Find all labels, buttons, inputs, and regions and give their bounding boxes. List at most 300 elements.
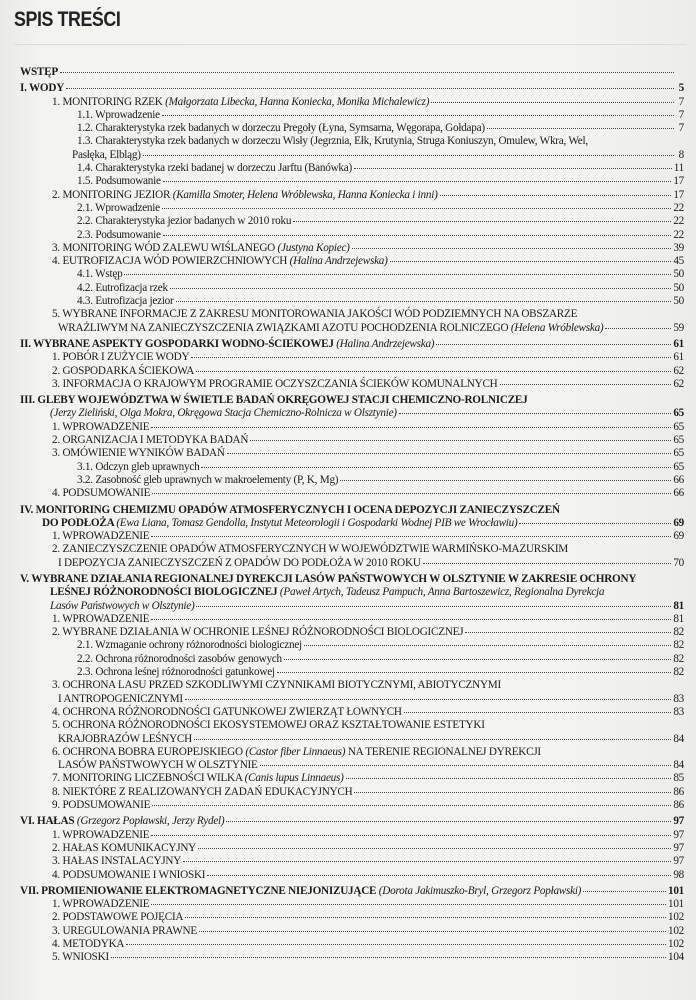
page-number: 11 [673, 162, 684, 175]
toc-entry-text [42, 517, 517, 530]
dot-leader [163, 181, 672, 182]
toc-entry-text [77, 229, 161, 242]
toc-heading: Pasłęka, Elbląg) [72, 148, 141, 161]
page-number: 81 [673, 612, 684, 625]
toc-entry [20, 639, 684, 652]
toc-entry-line [20, 530, 684, 543]
toc-entry [20, 351, 684, 364]
page-number: 82 [673, 639, 684, 652]
toc-entry [20, 530, 684, 543]
toc-author: (Canis lupus Linnaeus) [244, 772, 344, 785]
dot-leader [151, 619, 671, 620]
toc-entry [20, 242, 684, 255]
page-number: 65 [673, 460, 684, 473]
page-number: 81 [673, 599, 684, 612]
toc-entry-line [20, 543, 684, 556]
toc-heading: 4. PODSUMOWANIE [52, 487, 151, 500]
toc-entry-text [52, 365, 194, 378]
toc-entry-continuation [20, 322, 684, 335]
toc-heading: 1. POBÓR I ZUŻYCIE WODY [52, 351, 190, 364]
toc-entry-continuation [20, 759, 684, 772]
toc-author: (Castor fiber Linnaeus) [245, 745, 346, 758]
toc-author: (Helena Wróblewska) [510, 321, 604, 334]
toc-heading: 3.2. Zasobność gleb uprawnych w makroelementy (P, K, Mg) [77, 473, 339, 486]
toc-entry [20, 815, 684, 828]
page-number: 61 [673, 351, 684, 364]
toc-entry [20, 295, 684, 308]
toc-entry-line [20, 268, 684, 281]
page-number: 85 [673, 772, 684, 785]
toc-entry-text [20, 815, 224, 828]
toc-heading: 2. GOSPODARKA ŚCIEKOWA [52, 364, 195, 377]
toc-entry-text [52, 799, 150, 812]
page-number: 8 [678, 148, 684, 161]
toc-heading: 2. ORGANIZACJA I METODYKA BADAŃ [52, 434, 249, 447]
page-number: 7 [678, 108, 684, 121]
toc-author: (Grzegorz Popławski, Jerzy Rydel) [76, 815, 225, 828]
toc-entry-line [20, 202, 684, 215]
page-number: 69 [673, 530, 684, 543]
toc-entry [20, 215, 684, 228]
page-number: 62 [673, 364, 684, 377]
toc-entry-line [20, 772, 684, 785]
toc-heading: 1. WPROWADZENIE [52, 898, 150, 911]
toc-entry [20, 543, 684, 570]
toc-entry [20, 189, 684, 202]
page-number: 65 [673, 407, 684, 420]
dot-leader [152, 805, 671, 806]
dot-leader [399, 413, 672, 414]
toc-entry [20, 474, 684, 487]
toc-entry-text [52, 719, 485, 732]
toc-entry-text [77, 162, 352, 175]
toc-heading: 3. HAŁAS INSTALACYJNY [52, 855, 182, 868]
toc-entry-line [20, 666, 684, 679]
toc-entry [20, 679, 684, 706]
dot-leader [293, 221, 671, 222]
toc-entry-line [20, 162, 684, 175]
toc-author: (Paweł Artych, Tadeusz Pampuch, Anna Bartoszewicz, Regionalna Dyrekcja [279, 586, 605, 599]
toc-entry [20, 66, 684, 79]
page-number: 39 [673, 241, 684, 254]
toc-heading: 2. WYBRANE DZIAŁANIA W OCHRONIE LEŚNEJ RÓŻNORODNOŚCI BIOLOGICZNEJ [52, 626, 464, 639]
toc-entry [20, 925, 684, 938]
toc-heading: 1.5. Podsumowanie [77, 175, 161, 188]
toc-entry-continuation [20, 693, 684, 706]
toc-entry-line [20, 706, 684, 719]
toc-entry-line [20, 613, 684, 626]
toc-heading: III. GLEBY WOJEWÓDZTWA W ŚWIETLE BADAŃ OKRĘGOWEJ STACJI CHEMICZNO-ROLNICZEJ [20, 394, 528, 407]
toc-entry-line [20, 447, 684, 460]
dot-leader [196, 606, 671, 607]
dot-leader [465, 632, 671, 633]
toc-author: (Małgorzata Libecka, Hanna Koniecka, Monika Michalewicz) [165, 95, 430, 108]
toc-entry-text [20, 885, 581, 898]
toc-heading: 3.1. Odczyn gleb uprawnych [77, 460, 200, 473]
toc-entry-line [20, 66, 684, 79]
toc-author: (Jerzy Zieliński, Olga Mokra, Okręgowa Stacja Chemiczno-Rolnicza w Olsztynie) [50, 407, 397, 420]
toc-entry-text [52, 351, 189, 364]
dot-leader [151, 904, 666, 905]
toc-entry-text [20, 573, 636, 586]
toc-entry-text [50, 600, 194, 613]
toc-entry [20, 229, 684, 242]
toc-entry [20, 938, 684, 951]
page-number: 22 [673, 201, 684, 214]
toc-entry-text [52, 842, 196, 855]
toc-entry [20, 786, 684, 799]
toc-entry-continuation [20, 149, 684, 162]
toc-heading: 2.1. Wzmaganie ochrony różnorodności biologicznej [77, 639, 302, 652]
page-number: 84 [673, 732, 684, 745]
toc-entry-line [20, 122, 684, 135]
dot-leader [500, 384, 672, 385]
page-number: 86 [673, 799, 684, 812]
toc-entry-text [52, 543, 568, 556]
toc-entry [20, 268, 684, 281]
toc-entry-text [58, 759, 258, 772]
toc-heading: V. WYBRANE DZIAŁANIA REGIONALNEJ DYREKCJI LASÓW PAŃSTWOWYCH W OLSZTYNIE W ZAKRESIE OCHRONY [20, 572, 637, 585]
toc-entry-text [52, 189, 438, 202]
toc-entry-text [50, 407, 397, 420]
page-number: 65 [673, 420, 684, 433]
toc-heading: 2.3. Ochrona leśnej różnorodności gatunkowej [77, 666, 275, 679]
dot-leader [162, 208, 671, 209]
toc-entry-text [77, 122, 485, 135]
toc-heading: 9. PODSUMOWANIE [52, 799, 151, 812]
toc-entry-text [52, 786, 352, 799]
toc-entry-text [58, 733, 192, 746]
dot-leader [191, 357, 671, 358]
toc-heading: 3. UREGULOWANIA PRAWNE [52, 924, 197, 937]
toc-entry-text [77, 282, 168, 295]
toc-heading: 1. WPROWADZENIE [52, 612, 150, 625]
toc-entry-line [20, 474, 684, 487]
toc-heading: VII. PROMIENIOWANIE ELEKTROMAGNETYCZNE NIEJONIZUJĄCE [20, 884, 379, 897]
dot-leader [519, 523, 671, 524]
page-number: 98 [673, 868, 684, 881]
toc-entry [20, 911, 684, 924]
toc-entry-text [52, 746, 541, 759]
toc-entry-text [77, 461, 199, 474]
toc-entry-text [52, 925, 197, 938]
toc-heading: 3. INFORMACJA O KRAJOWYM PROGRAMIE OCZYSZCZANIA ŚCIEKÓW KOMUNALNYCH [52, 377, 498, 390]
toc-entry-line [20, 96, 684, 109]
toc-entry-line [20, 799, 684, 812]
dot-leader [151, 427, 671, 428]
toc-entry-line [20, 898, 684, 911]
toc-entry [20, 898, 684, 911]
toc-heading: 5. WNIOSKI [52, 951, 109, 964]
toc-entry-text [52, 378, 498, 391]
toc-entry [20, 842, 684, 855]
dot-leader [183, 861, 671, 862]
toc-entry-text [52, 255, 388, 268]
toc-entry-line [20, 135, 684, 148]
toc-entry [20, 162, 684, 175]
toc-heading: 2.3. Podsumowanie [77, 228, 161, 241]
toc-entry-text [52, 96, 429, 109]
toc-heading: 1. WPROWADZENIE [52, 828, 150, 841]
toc-entry-line [20, 786, 684, 799]
page-number: 59 [673, 321, 684, 334]
toc-heading: 1.2. Charakterystyka rzek badanych w dorzeczu Pregoły (Łyna, Symsarna, Węgorapa, Gołdapa) [77, 122, 485, 135]
page-number: 50 [673, 268, 684, 281]
toc-entry [20, 135, 684, 162]
toc-entry [20, 951, 684, 964]
page-number: 101 [667, 884, 684, 897]
toc-entry-line [20, 215, 684, 228]
toc-entry-text [77, 268, 122, 281]
page-number: 17 [673, 175, 684, 188]
dot-leader [431, 102, 674, 103]
page-number: 66 [673, 473, 684, 486]
page-number: 82 [673, 666, 684, 679]
dot-leader [151, 835, 671, 836]
dot-leader [207, 875, 671, 876]
toc-entry [20, 255, 684, 268]
dot-leader [126, 944, 666, 945]
toc-entry [20, 109, 684, 122]
toc-entry-text [58, 557, 421, 570]
toc-heading: I. WODY [20, 82, 65, 95]
toc-entry [20, 885, 684, 898]
toc-heading: 2.2. Charakterystyka jezior badanych w 2010 roku [77, 215, 292, 228]
page-number: 22 [673, 215, 684, 228]
toc-heading: 4. PODSUMOWANIE I WNIOSKI [52, 868, 206, 881]
toc-entry-text [77, 175, 161, 188]
toc-entry-text [52, 679, 501, 692]
toc-entry-text [77, 109, 160, 122]
toc-entry [20, 666, 684, 679]
toc-entry-line [20, 719, 684, 732]
toc-entry-text [77, 666, 275, 679]
page-number: 97 [673, 828, 684, 841]
toc-entry-line [20, 295, 684, 308]
toc-heading: IV. MONITORING CHEMIZMU OPADÓW ATMOSFERYCZNYCH I OCENA DEPOZYCJI ZANIECZYSZCZEŃ [20, 503, 560, 516]
toc-entry-text [52, 447, 225, 460]
toc-heading: NA TERENIE REGIONALNEJ DYREKCJI [345, 745, 541, 758]
dot-leader [226, 821, 671, 822]
toc-entry-text [77, 215, 291, 228]
toc-entry-line [20, 911, 684, 924]
toc-entry-text [52, 308, 577, 321]
toc-entry [20, 461, 684, 474]
page-number: 97 [673, 841, 684, 854]
page-number: 102 [667, 911, 684, 924]
toc-heading: 3. OCHRONA LASU PRZED SZKODLIWYMI CZYNNIKAMI BIOTYCZNYMI, ABIOTYCZNYMI [52, 679, 501, 692]
toc-entry-text [52, 772, 344, 785]
dot-leader [354, 168, 672, 169]
toc-heading: VI. HAŁAS [20, 815, 77, 828]
toc-heading: 5. WYBRANE INFORMACJE Z ZAKRESU MONITOROWANIA JAKOŚCI WÓD PODZIEMNYCH NA OBSZARZE [52, 308, 578, 321]
toc-entry-line [20, 573, 684, 586]
page-number: 97 [673, 855, 684, 868]
page-number: 62 [673, 377, 684, 390]
toc-heading: 1. WPROWADZENIE [52, 420, 150, 433]
page-number: 70 [673, 556, 684, 569]
toc-entry-line [20, 434, 684, 447]
toc-entry-line [20, 308, 684, 321]
toc-heading: 2.2. Ochrona różnorodności zasobów genowych [77, 652, 282, 665]
toc-entry-line [20, 229, 684, 242]
page-number: 82 [673, 626, 684, 639]
page-number: 104 [667, 951, 684, 964]
toc-entry [20, 799, 684, 812]
dot-leader [194, 739, 671, 740]
toc-entry [20, 626, 684, 639]
dot-leader [151, 536, 671, 537]
divider [14, 44, 686, 45]
toc-entry [20, 338, 684, 351]
page-number: 22 [673, 228, 684, 241]
toc-heading: WSTĘP [20, 66, 58, 78]
page-number: 83 [673, 692, 684, 705]
toc-heading: II. WYBRANE ASPEKTY GOSPODARKI WODNO-ŚCIEKOWEJ [20, 337, 337, 350]
toc-entry [20, 378, 684, 391]
dot-leader [423, 563, 672, 564]
dot-leader [198, 848, 671, 849]
toc-heading: KRAJOBRAZÓW LEŚNYCH [58, 732, 192, 745]
toc-entry [20, 746, 684, 773]
dot-leader [143, 155, 674, 156]
toc-entry-line [20, 487, 684, 500]
dot-leader [201, 467, 671, 468]
toc-heading: 1.1. Wprowadzenie [77, 108, 160, 121]
toc-entry [20, 573, 684, 613]
dot-leader [199, 931, 666, 932]
toc-heading: WRAŻLIWYM NA ZANIECZYSZCZENIA ZWIĄZKAMI AZOTU POCHODZENIA ROLNICZEGO [58, 321, 511, 334]
toc-entry [20, 434, 684, 447]
page-title: SPIS TREŚCI [14, 8, 121, 31]
toc-author: (Dorota Jakimuszko-Bryl, Grzegorz Popławski) [378, 884, 582, 897]
dot-leader [436, 344, 671, 345]
toc-entry-text [77, 653, 282, 666]
toc-heading: I DEPOZYCJA ZANIECZYSZCZEŃ Z OPADÓW DO PODŁOŻA W 2010 ROKU [58, 556, 421, 569]
toc-entry [20, 653, 684, 666]
dot-leader [185, 699, 671, 700]
toc-entry [20, 96, 684, 109]
toc-entry-text [20, 66, 58, 79]
page-number: 101 [667, 898, 684, 911]
toc-heading: 4. METODYKA [52, 938, 125, 950]
toc-entry-line [20, 255, 684, 268]
toc-entry [20, 308, 684, 335]
page-number: 97 [673, 815, 684, 828]
toc-heading: LASÓW PAŃSTWOWYCH W OLSZTYNIE [58, 759, 258, 772]
toc-entry-text [52, 487, 150, 500]
toc-entry-text [77, 202, 160, 215]
toc-entry-line [20, 242, 684, 255]
page-number: 50 [673, 281, 684, 294]
toc-heading: 1. MONITORING RZEK [52, 95, 166, 108]
dot-leader [277, 672, 672, 673]
toc-author: (Halina Andrzejewska) [336, 337, 435, 350]
toc-entry-line [20, 925, 684, 938]
page-number: 50 [673, 295, 684, 308]
toc-entry-text [58, 693, 183, 706]
toc-entry-continuation [20, 557, 684, 570]
page-number: 82 [673, 652, 684, 665]
toc-heading: 2. HAŁAS KOMUNIKACYJNY [52, 841, 196, 854]
dot-leader [185, 917, 666, 918]
toc-entry-line [20, 365, 684, 378]
page-number: 86 [673, 785, 684, 798]
toc-entry-text [77, 474, 338, 487]
toc-entry-text [58, 322, 603, 335]
page-number: 5 [678, 82, 684, 95]
toc-entry [20, 706, 684, 719]
toc-heading: 3. MONITORING WÓD ZALEWU WIŚLANEGO [52, 241, 278, 254]
page-number: 66 [673, 487, 684, 500]
toc-entry-line [20, 679, 684, 692]
toc-entry-line [20, 639, 684, 652]
dot-leader [162, 115, 674, 116]
dot-leader [390, 261, 672, 262]
toc-heading: 7. MONITORING LICZEBNOŚCI WILKA [52, 772, 245, 785]
dot-leader [346, 778, 672, 779]
toc-entry [20, 829, 684, 842]
dot-leader [170, 288, 672, 289]
toc-heading: 5. OCHRONA RÓŻNORODNOŚCI EKOSYSTEMOWEJ ORAZ KSZTAŁTOWANIE ESTETYKI [52, 719, 485, 732]
toc-heading: LEŚNEJ RÓŻNORODNOŚCI BIOLOGICZNEJ [50, 586, 280, 599]
toc-entry-text [52, 242, 350, 255]
toc-entry-text [52, 434, 248, 447]
toc-entry [20, 394, 684, 421]
toc-heading: 4.1. Wstęp [77, 268, 123, 281]
dot-leader [66, 88, 674, 89]
toc-entry-line [20, 938, 684, 951]
toc-entry-continuation [20, 600, 684, 613]
toc-entry-line [20, 109, 684, 122]
toc-heading: 4. EUTROFIZACJA WÓD POWIERZCHNIOWYCH [52, 255, 290, 268]
toc-heading: 4.2. Eutrofizacja rzek [77, 281, 168, 294]
toc-entry-text [52, 911, 183, 924]
toc-entry [20, 421, 684, 434]
page-number: 65 [673, 434, 684, 447]
toc-heading: I ANTROPOGENICZNYMI [58, 692, 183, 705]
toc-entry-line [20, 951, 684, 964]
toc-entry-text [52, 938, 124, 951]
toc-entry-line [20, 504, 684, 517]
dot-leader [196, 371, 671, 372]
toc-entry-line [20, 82, 684, 95]
toc-heading: 8. NIEKTÓRE Z REALIZOWANYCH ZADAŃ EDUKACYJNYCH [52, 785, 353, 798]
toc-entry [20, 855, 684, 868]
dot-leader [250, 440, 671, 441]
dot-leader [176, 301, 672, 302]
table-of-contents [20, 66, 684, 965]
toc-entry [20, 613, 684, 626]
toc-heading: DO PODŁOŻA [42, 516, 117, 529]
toc-heading: 4.3. Eutrofizacja jezior [77, 295, 174, 308]
toc-entry [20, 447, 684, 460]
toc-entry-continuation [20, 407, 684, 420]
toc-entry-line [20, 829, 684, 842]
page-number: 7 [678, 122, 684, 135]
toc-author: (Halina Andrzejewska) [289, 255, 388, 268]
toc-entry-line [20, 338, 684, 351]
toc-entry-line [20, 394, 684, 407]
dot-leader [605, 328, 671, 329]
dot-leader [152, 493, 671, 494]
page-number: 45 [673, 255, 684, 268]
dot-leader [111, 957, 666, 958]
toc-author: (Kamilla Smoter, Helena Wróblewska, Hanna Koniecka i inni) [172, 188, 438, 201]
toc-entry-text [52, 421, 149, 434]
toc-entry-line [20, 746, 684, 759]
toc-entry [20, 869, 684, 882]
